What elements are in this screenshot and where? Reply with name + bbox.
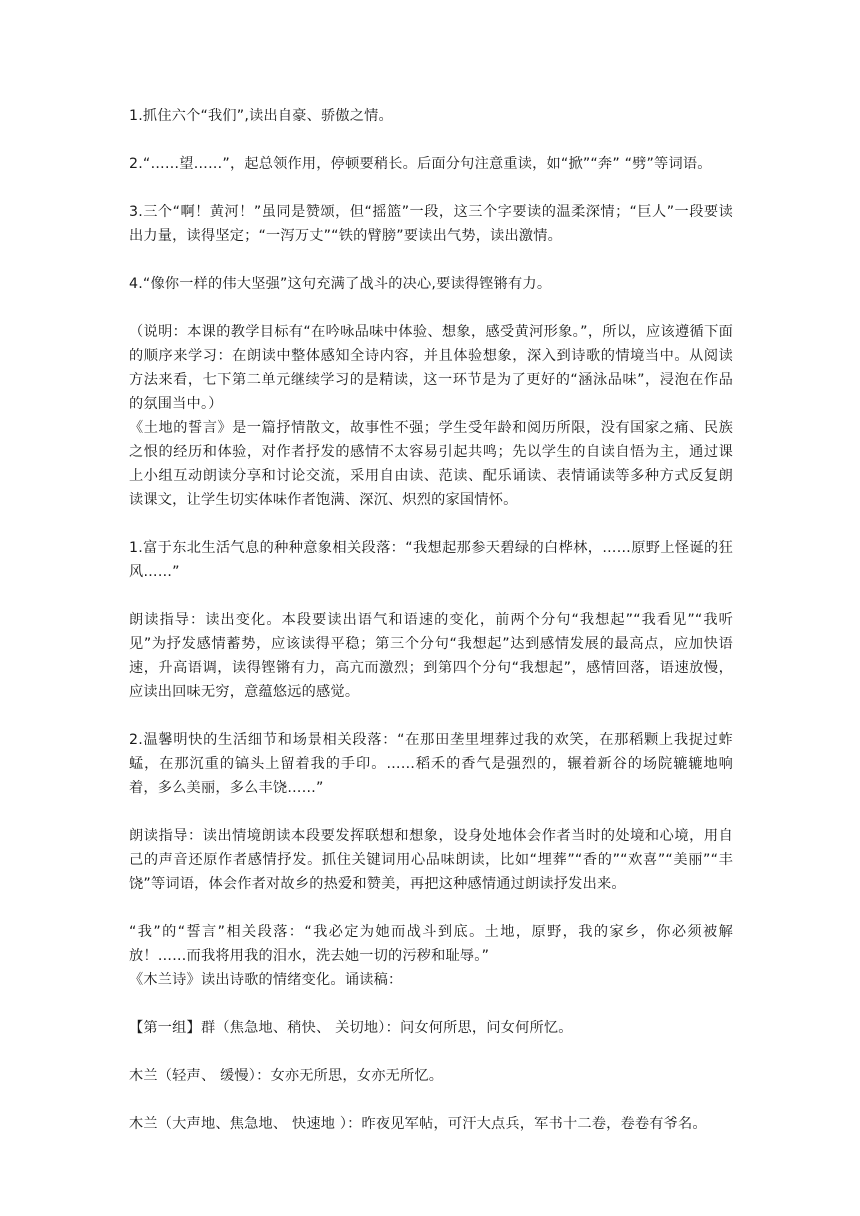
paragraph-mulan-intro: 《木兰诗》读出诗歌的情绪变化。诵读稿：	[129, 972, 403, 988]
paragraph-mulan-line-1: 木兰（轻声、 缓慢）：女亦无所思，女亦无所忆。	[129, 1068, 444, 1084]
paragraph-intro: 《土地的誓言》是一篇抒情散文，故事性不强；学生受年龄和阅历所限，没有国家之痛、民族之恨的经历和体验，对作者抒发的感情不太容易引起共鸣；先以学生的自读自悟为主，通过课上小组互动朗读分享和讨论交流，采用自由读、范读、配乐诵读、表情诵读等多种方式反复朗读课文，让学生切实体味作者饱满、深沉、炽烈的家国情怀。	[129, 420, 733, 508]
paragraph-3: 3.三个“啊！黄河！”虽同是赞颂，但“摇篮”一段，这三个字要读的温柔深情；“巨人”一段要读出力量，读得坚定；“一泻万丈”“铁的臂膀”要读出气势，读出激情。	[129, 204, 733, 244]
paragraph-mulan-line-2: 木兰（大声地、焦急地、 快速地 ）：昨夜见军帖，可汗大点兵，军书十二卷，卷卷有爷名。	[129, 1116, 707, 1132]
paragraph-group-1: 【第一组】群（焦急地、稍快、 关切地）：问女何所思，问女何所忆。	[129, 1020, 573, 1036]
paragraph-section-2: 2.温馨明快的生活细节和场景相关段落：“在那田垄里埋葬过我的欢笑，在那稻颗上我捉过蚱蜢，在那沉重的镐头上留着我的手印。……稻禾的香气是强烈的，辗着新谷的场院辘辘地响着，多么美丽，多么丰饶……”	[129, 732, 733, 796]
paragraph-guide-2: 朗读指导：读出情境朗读本段要发挥联想和想象，设身处地体会作者当时的处境和心境，用自己的声音还原作者感情抒发。抓住关键词用心品味朗读，比如“埋葬”“香的”“欢喜”“美丽”“丰饶”等词语，体会作者对故乡的热爱和赞美，再把这种感情通过朗读抒发出来。	[129, 828, 733, 892]
paragraph-oath: “我”的“誓言”相关段落：“我必定为她而战斗到底。土地，原野，我的家乡，你必须被解放！……而我将用我的泪水，洗去她一切的污秽和耻辱。”	[129, 924, 733, 964]
paragraph-1: 1.抓住六个“我们”,读出自豪、骄傲之情。	[129, 108, 393, 124]
paragraph-note: （说明：本课的教学目标有“在吟咏品味中体验、想象，感受黄河形象。”，所以，应该遵循下面的顺序来学习：在朗读中整体感知全诗内容，并且体验想象，深入到诗歌的情境当中。从阅读方法来看，七下第二单元继续学习的是精读，这一环节是为了更好的“涵泳品味”，浸泡在作品的氛围当中。）	[129, 324, 733, 412]
paragraph-2: 2.“……望……”，起总领作用，停顿要稍长。后面分句注意重读，如“掀”“奔” “劈”等词语。	[129, 156, 712, 172]
paragraph-4: 4.“像你一样的伟大坚强”这句充满了战斗的决心,要读得铿锵有力。	[129, 276, 552, 292]
paragraph-guide-1: 朗读指导：读出变化。本段要读出语气和语速的变化，前两个分句“我想起”“我看见”“我听见”为抒发感情蓄势，应该读得平稳；第三个分句“我想起”达到感情发展的最高点，应加快语速，升高语调，读得铿锵有力，高亢而激烈；到第四个分句“我想起”，感情回落，语速放慢，应读出回味无穷，意蕴悠远的感觉。	[129, 612, 733, 700]
paragraph-section-1: 1.富于东北生活气息的种种意象相关段落：“我想起那参天碧绿的白桦林，……原野上怪诞的狂风……”	[129, 540, 733, 580]
document-page	[129, 104, 733, 1136]
